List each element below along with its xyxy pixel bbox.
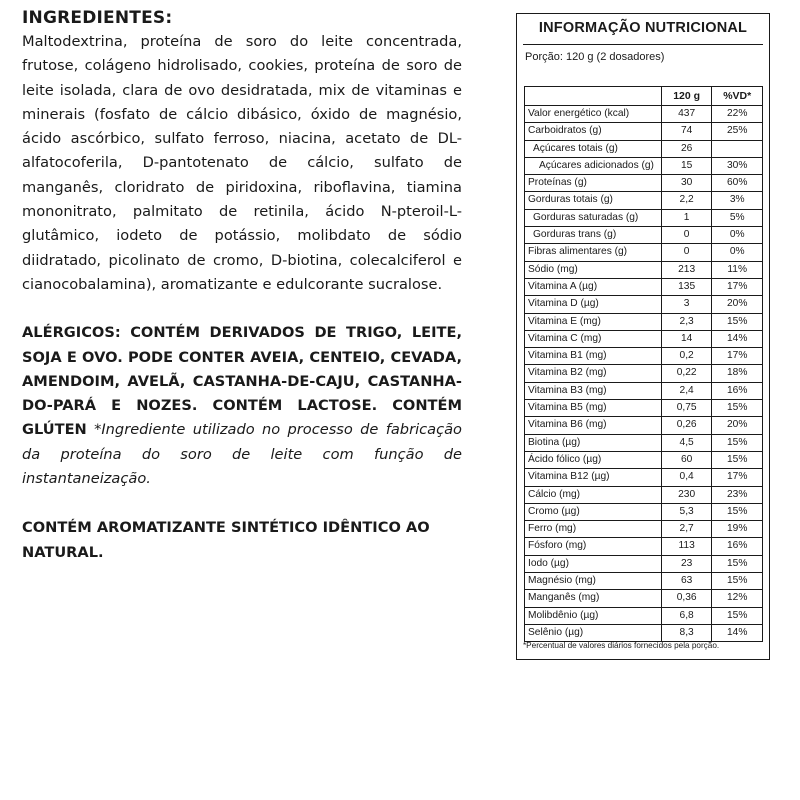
nutrient-name: Vitamina A (µg) [525,278,662,295]
nutrient-name: Vitamina B3 (mg) [525,382,662,399]
portion-size: Porção: 120 g (2 dosadores) [525,51,665,63]
nutrient-vd: 30% [712,157,763,174]
nutrient-row [525,192,763,209]
nutrient-row [525,123,763,140]
nutrient-vd: 15% [712,400,763,417]
nutrient-vd: 17% [712,278,763,295]
nutrition-table-header [525,87,763,106]
nutrient-name: Ferro (mg) [525,521,662,538]
ingredients-section [22,8,462,565]
nutrient-vd: 60% [712,175,763,192]
nutrient-row [525,434,763,451]
nutrient-name: Gorduras saturadas (g) [525,209,662,226]
nutrient-vd: 17% [712,469,763,486]
nutrition-table [524,86,763,642]
nutrient-vd: 20% [712,296,763,313]
nutrient-vd: 15% [712,555,763,572]
nutrient-name: Molibdênio (µg) [525,607,662,624]
nutrient-amount: 23 [661,555,712,572]
nutrient-name: Proteínas (g) [525,175,662,192]
nutrient-amount: 2,2 [661,192,712,209]
nutrient-vd: 25% [712,123,763,140]
nutrient-amount: 113 [661,538,712,555]
nutrient-vd: 11% [712,261,763,278]
nutrient-vd: 15% [712,503,763,520]
nutrient-amount: 213 [661,261,712,278]
nutrient-amount: 8,3 [661,624,712,641]
nutrient-row [525,261,763,278]
nutrient-amount: 26 [661,140,712,157]
nutrient-row [525,348,763,365]
nutrient-vd: 14% [712,330,763,347]
nutrient-row [525,555,763,572]
nutrient-row [525,624,763,641]
header-blank [525,87,662,106]
aroma-notice: CONTÉM AROMATIZANTE SINTÉTICO IDÊNTICO AO NATURAL. [22,519,430,561]
nutrient-name: Fibras alimentares (g) [525,244,662,261]
nutrient-amount: 0,4 [661,469,712,486]
ingredients-text: Maltodextrina, proteína de soro do leite concentrada, frutose, colágeno hidrolisado, cookies, proteína de soro de leite isolada, clara de ovo desidratada, mix de vitaminas e minerais (fosfato de cálcio dibásico, óxido de magnésio, ácido ascórbico, sulfato ferroso, niacina, acetato de DL-alfatocoferila, D-pantotenato de cálcio, sulfato de manganês, cloridrato de piridoxina, riboflavina, tiamina mononitrato, palmitato de retinila, ácido N-pteroil-L-glutâmico, iodeto de potássio, molibdato de sódio diidratado, picolinato de cromo, D-biotina, colecalciferol e cianocobalamina), aromatizante e edulcorante sucralose. [22,33,462,293]
nutrient-row [525,521,763,538]
nutrient-name: Gorduras trans (g) [525,227,662,244]
nutrient-row [525,227,763,244]
nutrient-amount: 2,3 [661,313,712,330]
nutrient-amount: 2,4 [661,382,712,399]
nutrient-amount: 0,22 [661,365,712,382]
nutrient-name: Carboidratos (g) [525,123,662,140]
nutrient-vd: 16% [712,538,763,555]
nutrient-vd: 12% [712,590,763,607]
nutrient-amount: 15 [661,157,712,174]
nutrient-amount: 230 [661,486,712,503]
nutrient-row [525,157,763,174]
nutrient-vd: 17% [712,348,763,365]
nutrient-amount: 0 [661,227,712,244]
nutrient-name: Vitamina C (mg) [525,330,662,347]
nutrient-name: Vitamina D (µg) [525,296,662,313]
nutrient-row [525,244,763,261]
nutrient-row [525,590,763,607]
nutrient-amount: 0,75 [661,400,712,417]
nutrient-row [525,417,763,434]
nutrient-row [525,469,763,486]
nutrient-name: Magnésio (mg) [525,573,662,590]
nutrient-name: Açúcares adicionados (g) [525,157,662,174]
nutrient-amount: 437 [661,106,712,123]
title-divider [523,44,763,45]
nutrient-name: Sódio (mg) [525,261,662,278]
nutrient-vd: 22% [712,106,763,123]
nutrient-row [525,209,763,226]
header-vd: %VD* [712,87,763,106]
nutrition-title: INFORMAÇÃO NUTRICIONAL [538,20,748,36]
nutrient-amount: 63 [661,573,712,590]
nutrient-amount: 74 [661,123,712,140]
nutrient-name: Gorduras totais (g) [525,192,662,209]
nutrient-amount: 0,2 [661,348,712,365]
nutrient-name: Vitamina B6 (mg) [525,417,662,434]
nutrient-amount: 5,3 [661,503,712,520]
nutrient-name: Vitamina B5 (mg) [525,400,662,417]
nutrient-vd: 15% [712,573,763,590]
nutrient-amount: 0,26 [661,417,712,434]
nutrient-vd: 20% [712,417,763,434]
nutrient-amount: 4,5 [661,434,712,451]
nutrient-amount: 1 [661,209,712,226]
nutrient-vd: 15% [712,313,763,330]
nutrient-amount: 135 [661,278,712,295]
nutrient-row [525,400,763,417]
nutrient-name: Ácido fólico (µg) [525,451,662,468]
nutrient-row [525,313,763,330]
header-amount: 120 g [661,87,712,106]
nutrient-name: Iodo (µg) [525,555,662,572]
nutrient-row [525,365,763,382]
nutrient-amount: 0,36 [661,590,712,607]
nutrient-name: Vitamina E (mg) [525,313,662,330]
allergens-footnote: *Ingrediente utilizado no processo de fabricação da proteína do soro de leite com função de instantaneização. [22,421,462,488]
nutrient-amount: 2,7 [661,521,712,538]
nutrient-vd: 23% [712,486,763,503]
nutrient-amount: 60 [661,451,712,468]
nutrient-amount: 6,8 [661,607,712,624]
allergens-warning: ALÉRGICOS: CONTÉM DERIVADOS DE TRIGO, LEITE, SOJA E OVO. PODE CONTER AVEIA, CENTEIO, CEVADA, AMENDOIM, AVELÃ, CASTANHA-DE-CAJU, CASTANHA-DO-PARÁ E NOZES. CONTÉM LACTOSE. CONTÉM GLÚTEN [22,324,462,439]
nutrient-name: Cromo (µg) [525,503,662,520]
nutrient-row [525,486,763,503]
nutrient-name: Vitamina B12 (µg) [525,469,662,486]
ingredients-heading: INGREDIENTES: [22,8,173,28]
nutrient-vd [712,140,763,157]
nutrient-row [525,451,763,468]
nutrient-name: Fósforo (mg) [525,538,662,555]
nutrient-vd: 0% [712,244,763,261]
nutrient-name: Vitamina B2 (mg) [525,365,662,382]
nutrient-vd: 18% [712,365,763,382]
nutrient-name: Açúcares totais (g) [525,140,662,157]
nutrient-name: Biotina (µg) [525,434,662,451]
allergens-paragraph [22,321,462,491]
nutrient-amount: 30 [661,175,712,192]
nutrient-row [525,538,763,555]
nutrient-amount: 14 [661,330,712,347]
nutrient-row [525,573,763,590]
nutrient-vd: 15% [712,451,763,468]
nutrition-footnote: *Percentual de valores diários fornecidos pela porção. [523,641,720,650]
nutrient-row [525,382,763,399]
nutrient-name: Manganês (mg) [525,590,662,607]
nutrient-vd: 15% [712,607,763,624]
nutrient-name: Selênio (µg) [525,624,662,641]
nutrient-name: Valor energético (kcal) [525,106,662,123]
nutrient-row [525,106,763,123]
nutrient-amount: 0 [661,244,712,261]
nutrient-row [525,175,763,192]
nutrient-vd: 3% [712,192,763,209]
nutrient-row [525,607,763,624]
nutrition-panel [516,13,770,660]
nutrient-row [525,140,763,157]
nutrient-row [525,278,763,295]
nutrient-row [525,296,763,313]
nutrient-vd: 16% [712,382,763,399]
nutrient-amount: 3 [661,296,712,313]
nutrient-row [525,503,763,520]
nutrient-name: Cálcio (mg) [525,486,662,503]
nutrient-vd: 15% [712,434,763,451]
nutrient-vd: 19% [712,521,763,538]
nutrient-vd: 5% [712,209,763,226]
nutrient-name: Vitamina B1 (mg) [525,348,662,365]
nutrient-vd: 0% [712,227,763,244]
nutrient-vd: 14% [712,624,763,641]
nutrient-row [525,330,763,347]
